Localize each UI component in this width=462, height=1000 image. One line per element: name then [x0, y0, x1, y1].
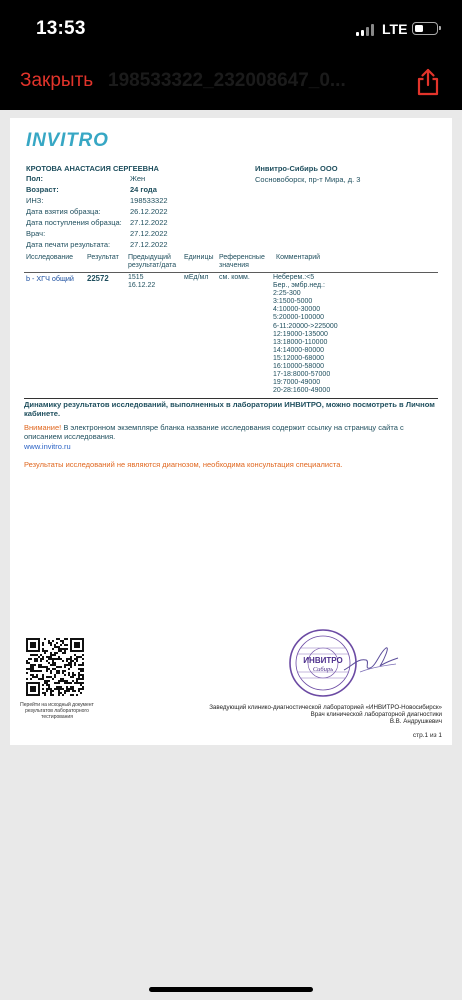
comment-line: Бер., эмбр.нед.:	[273, 282, 325, 290]
comment-line: 5:20000-100000	[273, 314, 324, 322]
attention-label: Внимание!	[24, 423, 62, 432]
invitro-logo: INVITRO	[26, 130, 109, 151]
print-date-label: Дата печати результата:	[26, 240, 111, 249]
age-value: 24 года	[130, 185, 157, 194]
inz-label: ИНЗ:	[26, 196, 44, 205]
col-header-previous: Предыдущий результат/дата	[128, 254, 177, 269]
signer-line: В.В. Андрушкевич	[389, 718, 442, 725]
comment-line: 20-28:1600-49000	[273, 387, 331, 395]
document-nav-bar	[0, 58, 462, 110]
sex-label: Пол:	[26, 174, 44, 183]
signer-line: Заведующий клинико-диагностической лабораторией «ИНВИТРО-Новосибирск»	[209, 704, 442, 711]
signal-strength-icon	[356, 24, 376, 36]
col-header-result: Результат	[87, 254, 119, 261]
disclaimer-text: Результаты исследований не являются диагнозом, необходима консультация специалиста.	[24, 460, 343, 469]
previous-value: 1515	[128, 274, 144, 281]
comment-line: 13:18000-110000	[273, 338, 328, 346]
comment-line: 19:7000-49000	[273, 379, 321, 387]
table-header-divider	[24, 272, 438, 273]
col-header-units: Единицы	[184, 254, 214, 261]
comment-line: Неберем.:<5	[273, 274, 315, 281]
test-name-link[interactable]: b - ХГЧ общий	[26, 274, 74, 283]
sex-value: Жен	[130, 174, 146, 183]
comment-line: 15:12000-68000	[273, 354, 324, 362]
comment-line: 16:10000-58000	[273, 363, 324, 371]
age-label: Возраст:	[26, 185, 59, 194]
received-date-value: 27.12.2022	[130, 218, 168, 227]
comment-line: 2:25-300	[273, 290, 301, 298]
received-date-label: Дата поступления образца:	[26, 218, 122, 227]
col-header-reference: Референсные значения	[219, 254, 265, 269]
qr-caption: Перейти на исходный документ результатов лабораторного тестирования	[20, 702, 94, 720]
comment-line: 6-11:20000->225000	[273, 322, 338, 330]
dynamics-notice: Динамику результатов исследований, выполненных в лаборатории ИНВИТРО, можно посмотреть в Личном кабинете.	[24, 400, 435, 418]
doctor-value: 27.12.2022	[130, 229, 168, 238]
stamp-text: ИНВИТРО	[303, 656, 343, 665]
close-button[interactable]: Закрыть	[20, 70, 94, 91]
print-date-value: 27.12.2022	[130, 240, 168, 249]
inz-value: 198533322	[130, 196, 168, 205]
result-value: 22572	[87, 274, 109, 283]
share-icon[interactable]	[416, 68, 440, 96]
sample-date-label: Дата взятия образца:	[26, 207, 101, 216]
battery-icon	[412, 22, 438, 35]
lab-address: Сосновоборск, пр-т Мира, д. 3	[255, 175, 361, 184]
document-title: 198533322_232008647_0...	[108, 70, 346, 91]
comment-line: 3:1500-5000	[273, 298, 313, 306]
doctor-label: Врач:	[26, 229, 46, 238]
qr-code[interactable]	[26, 638, 84, 696]
comment-line: 14:14000-80000	[273, 346, 324, 354]
stamp-subtext: Сибирь	[312, 666, 334, 673]
home-indicator[interactable]	[149, 987, 313, 992]
network-type: LTE	[382, 21, 408, 37]
document-page	[10, 118, 452, 745]
website-link[interactable]: www.invitro.ru	[24, 442, 71, 451]
signer-block	[209, 704, 442, 725]
signer-line: Врач клинической лабораторной диагностики	[310, 711, 442, 718]
status-bar	[0, 0, 462, 58]
document-viewer[interactable]	[0, 110, 462, 1000]
comment-line: 12:19000-135000	[273, 330, 328, 338]
sample-date-value: 26.12.2022	[130, 207, 168, 216]
status-time: 13:53	[36, 18, 86, 39]
page-number: стр.1 из 1	[412, 732, 442, 739]
comment-line: 4:10000-30000	[273, 306, 321, 314]
comment-line: 17-18:8000-57000	[273, 371, 331, 379]
units-value: мЕд/мл	[184, 274, 209, 281]
previous-date: 16.12.22	[128, 282, 156, 289]
table-bottom-divider	[24, 398, 438, 399]
attention-text: В электронном экземпляре бланка название исследования содержит ссылку на страницу сайта с описанием исследования.	[24, 423, 404, 441]
attention-notice	[24, 423, 442, 441]
lab-name: Инвитро-Сибирь ООО	[255, 164, 338, 173]
col-header-test: Исследование	[26, 254, 74, 261]
comment-reference-ranges	[273, 274, 338, 395]
reference-value: см. комм.	[219, 274, 250, 281]
signature-icon	[340, 638, 400, 678]
patient-name: КРОТОВА АНАСТАСИЯ СЕРГЕЕВНА	[26, 164, 159, 173]
col-header-comment: Комментарий	[276, 254, 321, 261]
